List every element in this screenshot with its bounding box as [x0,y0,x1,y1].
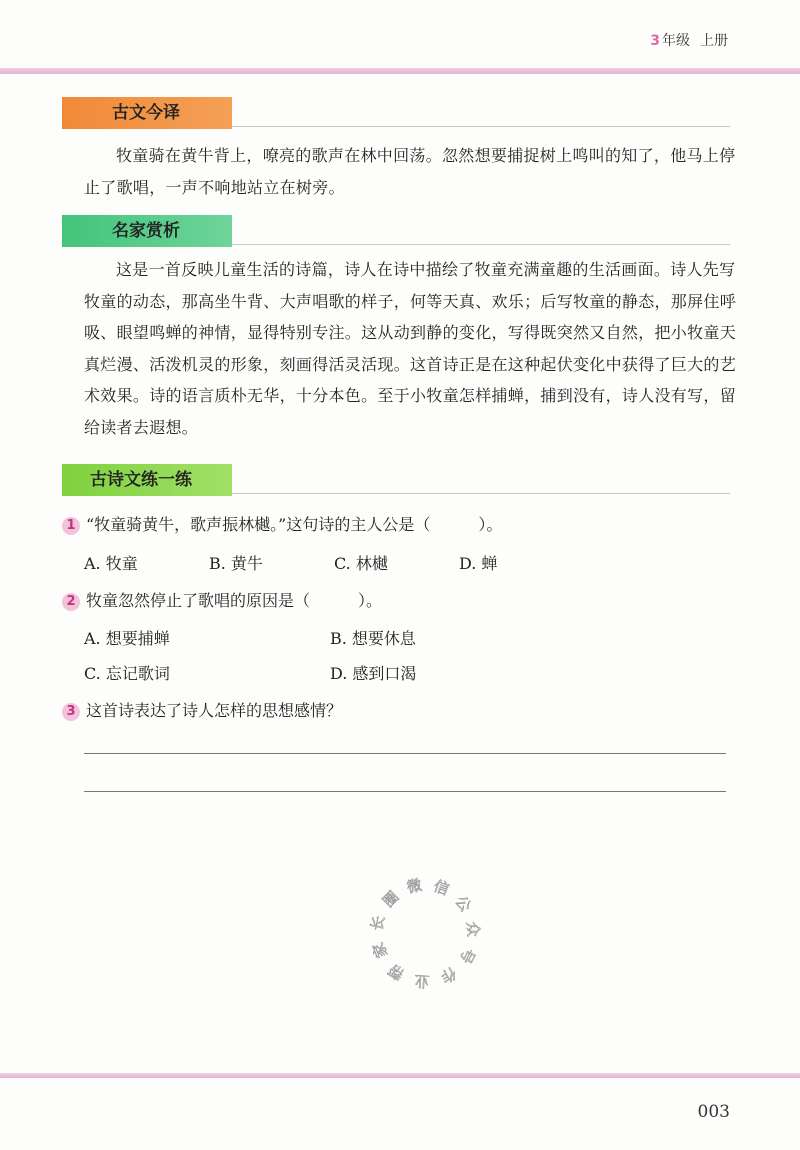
page-header [650,30,728,50]
appreciation-text: 这是一首反映儿童生活的诗篇，诗人在诗中描绘了牧童充满童趣的生活画面。诗人先写牧童的动态，那高坐牛背、大声唱歌的样子，何等天真、欢乐；后写牧童的静态，那屏住呼吸、眼望鸣蝉的神情，显得特别专注。这从动到静的变化，写得既突然又自然，把小牧童天真烂漫、活泼机灵的形象，刻画得活灵活现。这首诗正是在这种起伏变化中获得了巨大的艺术效果。诗的语言质朴无华，十分本色。至于小牧童怎样捕蝉，捕到没有，诗人没有写，留给读者去遐想。 [84,260,737,437]
page-number: 003 [697,1102,730,1122]
answer-line-2[interactable] [84,791,726,792]
option-c[interactable]: C. 林樾 [334,554,388,573]
section-title: 古诗文练一练 [62,464,232,496]
section-translation-header [62,97,730,129]
stamp-glyph: 业 [413,971,431,991]
option-b[interactable]: B. 想要休息 [330,629,416,648]
stamp-glyph: 号 [455,944,479,967]
section-underline [232,126,730,127]
stamp-glyph: 作 [437,963,460,987]
volume-label: 上册 [700,33,728,49]
option-d[interactable]: D. 蝉 [459,554,498,573]
question-3 [62,701,342,721]
question-text: “牧童骑黄牛，歌声振林樾。”这句诗的主人公是（ ）。 [86,515,503,534]
question-number: 1 [62,517,80,535]
option-d[interactable]: D. 感到口渴 [330,664,417,683]
question-number: 2 [62,593,80,611]
question-number: 3 [62,703,80,721]
option-b[interactable]: B. 黄牛 [209,554,263,573]
option-a[interactable]: A. 牧童 [84,554,138,573]
stamp-glyph: 家 [369,939,392,961]
option-c[interactable]: C. 忘记歌词 [84,664,170,683]
stamp-glyph: 信 [431,876,452,899]
section-practice-header [62,464,730,496]
stamp-glyph: 圈 [379,887,403,911]
grade-suffix: 年级 [662,33,690,49]
section-title: 名家赏析 [62,215,232,247]
top-divider [0,68,800,74]
section-appreciation-header [62,215,730,247]
question-1 [62,515,502,535]
answer-line-1[interactable] [84,753,726,754]
question-2 [62,591,382,611]
stamp-glyph: 帮 [385,960,408,984]
grade-number: 3 [650,33,660,49]
section-underline [232,244,730,245]
stamp-glyph: 长 [367,914,389,933]
question-text: 这首诗表达了诗人怎样的思想感情？ [86,701,343,720]
section-underline [232,493,730,494]
watermark-stamp [360,868,490,998]
option-a[interactable]: A. 想要捕蝉 [84,629,170,648]
bottom-divider [0,1073,800,1078]
translation-text: 牧童骑在黄牛背上，嘹亮的歌声在林中回荡。忽然想要捕捉树上鸣叫的知了，他马上停止了歌唱，一声不响地站立在树旁。 [84,146,736,197]
question-text: 牧童忽然停止了歌唱的原因是（ ）。 [86,591,383,610]
section-title: 古文今译 [62,97,232,129]
stamp-glyph: 众 [463,921,483,938]
stamp-glyph: 微 [405,875,424,897]
stamp-glyph: 公 [451,892,475,916]
